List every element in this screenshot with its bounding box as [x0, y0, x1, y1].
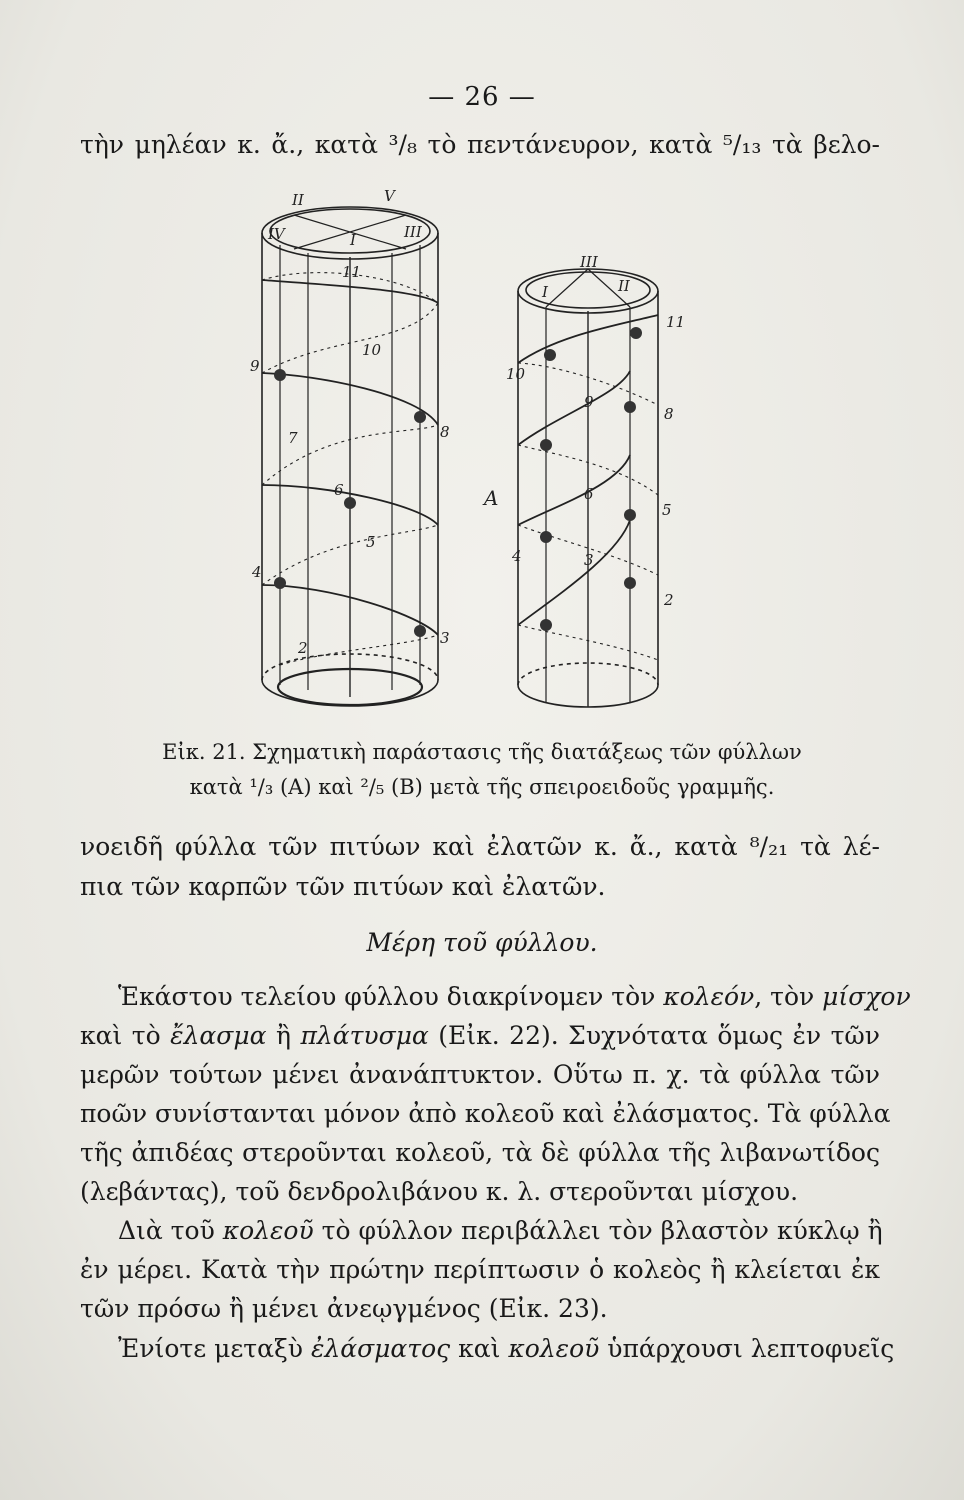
- text-span: καὶ: [450, 1334, 509, 1363]
- figure-21: [250, 185, 690, 715]
- text-span: ἢ: [266, 1021, 301, 1050]
- label-b-leaf: 11: [666, 313, 686, 331]
- label-a-leaf: 7: [288, 429, 298, 447]
- label-a-top-1: II: [292, 191, 304, 209]
- text-line: τὴν μηλέαν κ. ἄ., κατὰ ³/₈ τὸ πεντάνευρον, κατὰ ⁵/₁₃ τὰ βελο-: [80, 130, 880, 159]
- leaf-dot: [414, 625, 426, 637]
- text-line: πια τῶν καρπῶν τῶν πιτύων καὶ ἐλατῶν.: [80, 872, 606, 901]
- leaf-dot: [630, 327, 642, 339]
- label-a-top-2: V: [384, 187, 395, 205]
- label-b-leaf: 9: [584, 393, 594, 411]
- label-a-leaf: 6: [334, 481, 344, 499]
- label-a-leaf: 3: [440, 629, 450, 647]
- term-platysma: πλάτυσμα: [300, 1021, 429, 1050]
- text-span: Διὰ τοῦ: [118, 1216, 223, 1245]
- text-line: [118, 1216, 883, 1245]
- cylinder-a: [262, 207, 438, 706]
- label-a-leaf: 9: [250, 357, 260, 375]
- label-a-leaf: 4: [252, 563, 262, 581]
- label-a-leaf: 11: [342, 263, 362, 281]
- label-a-top-4: I: [350, 231, 356, 249]
- leaf-dot: [414, 411, 426, 423]
- label-b-leaf: 10: [506, 365, 526, 383]
- label-b-leaf: 4: [512, 547, 522, 565]
- text-line: (λεβάντας), τοῦ δενδρολιβάνου κ. λ. στεροῦνται μίσχου.: [80, 1177, 799, 1206]
- figure-caption-line2: κατὰ ¹/₃ (A) καὶ ²/₅ (B) μετὰ τῆς σπειροειδοῦς γραμμῆς.: [189, 775, 775, 799]
- label-a-top-5: IV: [268, 225, 285, 243]
- page-number: — 26 —: [428, 82, 536, 112]
- section-heading: Μέρη τοῦ φύλλου.: [366, 928, 598, 957]
- text-line: νοειδῆ φύλλα τῶν πιτύων καὶ ἐλατῶν κ. ἄ., κατὰ ⁸/₂₁ τὰ λέ-: [80, 832, 880, 861]
- text-line: [80, 1023, 880, 1048]
- label-b-leaf: 8: [664, 405, 674, 423]
- term-koleou: κολεοῦ: [222, 1216, 314, 1245]
- text-line: [118, 982, 911, 1011]
- label-b-leaf: 5: [662, 501, 672, 519]
- term-elasmatos: ἐλάσματος: [310, 1334, 451, 1363]
- leaf-dot: [544, 349, 556, 361]
- figure-caption-line1: Εἰκ. 21. Σχηματικὴ παράστασις τῆς διατάξεως τῶν φύλλων: [162, 740, 802, 764]
- label-b-leaf: 6: [584, 485, 594, 503]
- text-span: (Εἰκ. 22). Συχνότατα ὅμως ἐν τῶν: [428, 1021, 880, 1050]
- leaf-dot: [624, 401, 636, 413]
- leaf-dot: [540, 619, 552, 631]
- term-koleos: κολεόν: [663, 982, 755, 1011]
- text-span: Ἑκάστου τελείου φύλλου διακρίνομεν τὸν: [118, 982, 664, 1011]
- phyllotaxis-diagram: [250, 185, 690, 715]
- text-line: ποῶν συνίστανται μόνον ἀπὸ κολεοῦ καὶ ἐλάσματος. Τὰ φύλλα: [80, 1099, 891, 1128]
- label-b-top: III: [580, 253, 598, 271]
- text-line: μερῶν τούτων μένει ἀνανάπτυκτον. Οὕτω π. χ. τὰ φύλλα τῶν: [80, 1060, 880, 1089]
- text-line: ἐν μέρει. Κατὰ τὴν πρώτην περίπτωσιν ὁ κολεὸς ἢ κλείεται ἐκ: [80, 1255, 880, 1284]
- term-koleou: κολεοῦ: [508, 1334, 600, 1363]
- label-a-leaf: 2: [298, 639, 308, 657]
- leaf-dot: [274, 577, 286, 589]
- term-mischos: μίσχον: [822, 982, 911, 1011]
- label-b-top: II: [618, 277, 630, 295]
- text-line: τῶν πρόσω ἢ μένει ἀνεῳγμένος (Εἰκ. 23).: [80, 1294, 608, 1323]
- label-b-leaf: 2: [664, 591, 674, 609]
- label-a-leaf: 10: [362, 341, 382, 359]
- term-elasma: ἔλασμα: [170, 1021, 267, 1050]
- leaf-dot: [624, 577, 636, 589]
- text-span: ὑπάρχουσι λεπτοφυεῖς: [599, 1334, 895, 1363]
- leaf-dot: [540, 531, 552, 543]
- label-center: A: [484, 486, 499, 510]
- leaf-dot: [540, 439, 552, 451]
- label-b-top: I: [542, 283, 548, 301]
- text-span: Ἐνίοτε μεταξὺ: [118, 1334, 311, 1363]
- text-line: [118, 1334, 895, 1363]
- leaf-dot: [624, 509, 636, 521]
- text-span: καὶ τὸ: [80, 1021, 171, 1050]
- label-a-top-3: III: [404, 223, 422, 241]
- leaf-dot: [274, 369, 286, 381]
- label-a-leaf: 5: [366, 533, 376, 551]
- text-line: τῆς ἀπιδέας στεροῦνται κολεοῦ, τὰ δὲ φύλλα τῆς λιβανωτίδος: [80, 1138, 880, 1167]
- label-b-leaf: 3: [584, 551, 594, 569]
- text-span: , τὸν: [754, 982, 823, 1011]
- text-span: τὸ φύλλον περιβάλλει τὸν βλαστὸν κύκλῳ ἢ: [313, 1216, 883, 1245]
- leaf-dot: [344, 497, 356, 509]
- label-a-leaf: 8: [440, 423, 450, 441]
